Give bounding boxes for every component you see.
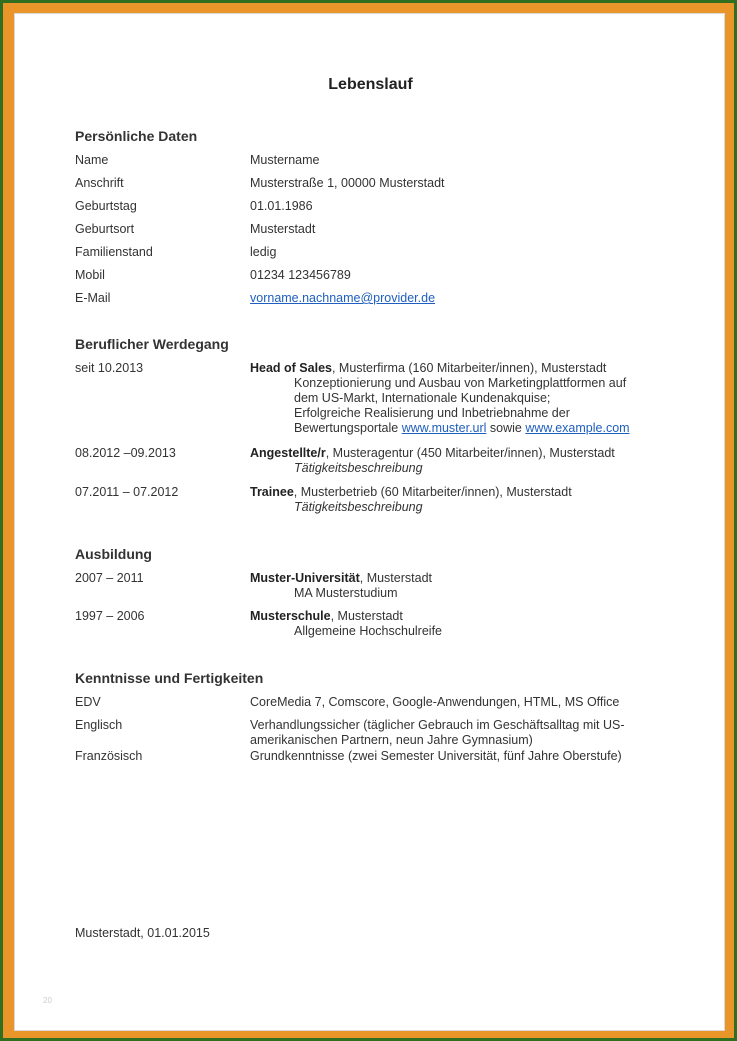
career-org: , Musterfirma (160 Mitarbeiter/innen), Musterstadt	[331, 361, 607, 375]
label-mobile: Mobil	[75, 268, 105, 282]
skill-value: Verhandlungssicher (täglicher Gebrauch im Geschäftsalltag mit US-	[250, 718, 625, 732]
place-and-date: Musterstadt, 01.01.2015	[75, 926, 210, 940]
label-email: E-Mail	[75, 291, 111, 305]
career-org: , Musteragentur (450 Mitarbeiter/innen), Musterstadt	[325, 446, 615, 460]
skill-value: Grundkenntnisse (zwei Semester Universität, fünf Jahre Oberstufe)	[250, 749, 622, 763]
value-mobile: 01234 123456789	[250, 268, 351, 282]
page-number: 20	[43, 996, 52, 1005]
career-title-line	[250, 446, 615, 461]
career-role: Trainee	[250, 485, 294, 499]
education-degree: MA Musterstudium	[294, 586, 398, 600]
career-description-line: dem US-Markt, Internationale Kundenakquise;	[294, 391, 551, 405]
page-title: Lebenslauf	[328, 76, 413, 93]
section-heading-personal: Persönliche Daten	[75, 128, 198, 144]
education-institution: Muster-Universität	[250, 571, 360, 585]
career-role: Head of Sales	[250, 361, 332, 375]
education-title-line	[250, 571, 432, 586]
career-description-line	[294, 421, 630, 436]
education-date: 2007 – 2011	[75, 571, 144, 585]
skill-value-continued: amerikanischen Partnern, neun Jahre Gymnasium)	[250, 733, 533, 747]
career-description-line: Erfolgreiche Realisierung und Inbetriebnahme der	[294, 406, 570, 420]
portals-prefix: Bewertungsportale	[294, 421, 402, 435]
skill-label: EDV	[75, 695, 101, 709]
section-heading-career: Beruflicher Werdegang	[75, 336, 229, 352]
cv-page	[14, 13, 725, 1031]
value-birthplace: Musterstadt	[250, 222, 316, 236]
career-date: seit 10.2013	[75, 361, 144, 375]
education-institution: Musterschule	[250, 609, 331, 623]
skill-label: Englisch	[75, 718, 123, 732]
career-description: Tätigkeitsbeschreibung	[294, 461, 423, 475]
education-title-line	[250, 609, 403, 624]
section-heading-skills: Kenntnisse und Fertigkeiten	[75, 670, 264, 686]
label-marital-status: Familienstand	[75, 245, 153, 259]
value-birthday: 01.01.1986	[250, 199, 313, 213]
education-place: , Musterstadt	[330, 609, 403, 623]
email-link[interactable]: vorname.nachname@provider.de	[250, 291, 436, 305]
value-address: Musterstraße 1, 00000 Musterstadt	[250, 176, 445, 190]
education-date: 1997 – 2006	[75, 609, 145, 623]
example-com-link[interactable]: www.example.com	[525, 421, 630, 435]
section-heading-education: Ausbildung	[75, 546, 152, 562]
skill-label: Französisch	[75, 749, 143, 763]
career-title-line	[250, 485, 572, 500]
value-marital-status: ledig	[250, 245, 277, 259]
career-description: Tätigkeitsbeschreibung	[294, 500, 423, 514]
label-birthplace: Geburtsort	[75, 222, 135, 236]
career-title-line	[250, 361, 606, 376]
label-birthday: Geburtstag	[75, 199, 137, 213]
skill-value: CoreMedia 7, Comscore, Google-Anwendungen, HTML, MS Office	[250, 695, 620, 709]
value-name: Mustername	[250, 153, 320, 167]
label-address: Anschrift	[75, 176, 124, 190]
career-description-line: Konzeptionierung und Ausbau von Marketingplattformen auf	[294, 376, 627, 390]
career-date: 08.2012 –09.2013	[75, 446, 176, 460]
education-place: , Musterstadt	[359, 571, 432, 585]
label-name: Name	[75, 153, 109, 167]
muster-url-link[interactable]: www.muster.url	[401, 421, 487, 435]
portals-conjunction: sowie	[486, 421, 526, 435]
career-date: 07.2011 – 07.2012	[75, 485, 179, 499]
orange-frame	[3, 3, 734, 1038]
education-degree: Allgemeine Hochschulreife	[294, 624, 442, 638]
career-role: Angestellte/r	[250, 446, 326, 460]
career-org: , Musterbetrieb (60 Mitarbeiter/innen), Musterstadt	[293, 485, 572, 499]
